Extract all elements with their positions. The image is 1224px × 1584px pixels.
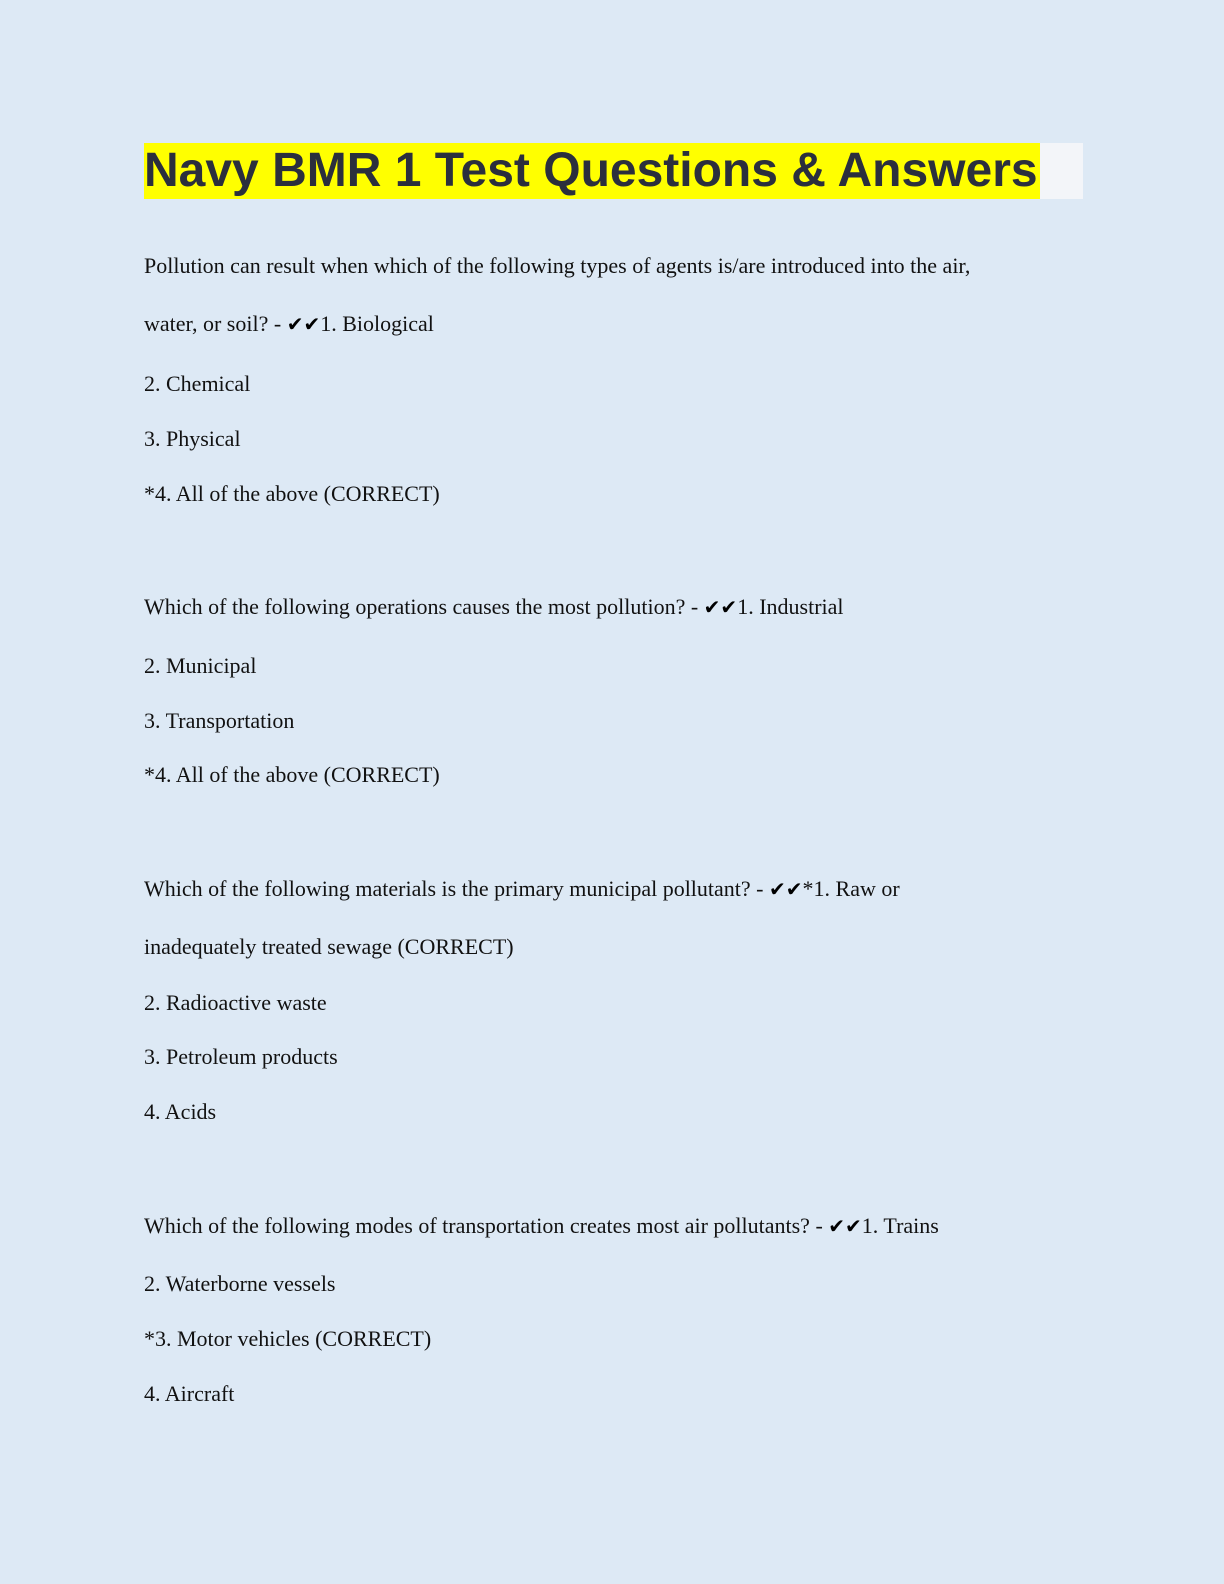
answer-option: 3. Petroleum products: [144, 1044, 338, 1069]
answer-option: 3. Transportation: [144, 708, 295, 733]
answer-option: 2. Waterborne vessels: [144, 1271, 336, 1296]
question-1-line2: [144, 311, 434, 337]
double-check-icon: ✔✔: [703, 595, 738, 619]
answer-option: 4. Aircraft: [144, 1381, 235, 1406]
question-text: Which of the following materials is the primary municipal pollutant? -: [144, 876, 770, 901]
answer-option: 1. Biological: [320, 311, 434, 336]
answer-option-correct: *1. Raw or: [802, 876, 900, 901]
question-3-text: [144, 876, 900, 902]
question-text: Which of the following operations causes the most pollution? -: [144, 594, 704, 619]
title-bar: [144, 143, 1083, 199]
question-1-text: [144, 253, 970, 279]
answer-option: 2. Radioactive waste: [144, 990, 327, 1015]
answer-option: 2. Municipal: [144, 653, 257, 678]
question-4-text: [144, 1213, 939, 1239]
question-text: Pollution can result when which of the following types of agents is/are introduced into the air,: [144, 253, 971, 278]
answer-option-correct: *3. Motor vehicles (CORRECT): [144, 1326, 432, 1351]
double-check-icon: ✔✔: [828, 1214, 862, 1238]
answer-option: 1. Industrial: [737, 594, 844, 619]
answer-option: 4. Acids: [144, 1099, 217, 1124]
question-text: Which of the following modes of transportation creates most air pollutants? -: [144, 1213, 829, 1238]
answer-option-correct-cont: inadequately treated sewage (CORRECT): [144, 934, 514, 959]
double-check-icon: ✔✔: [769, 877, 803, 901]
answer-option: 1. Trains: [861, 1213, 939, 1238]
question-2-text: [144, 594, 844, 620]
answer-option-correct: *4. All of the above (CORRECT): [144, 481, 440, 506]
double-check-icon: ✔✔: [286, 312, 321, 336]
answer-option: 3. Physical: [144, 426, 241, 451]
answer-option-correct: *4. All of the above (CORRECT): [144, 762, 440, 787]
page-title: Navy BMR 1 Test Questions & Answers: [144, 144, 1038, 197]
answer-option: 2. Chemical: [144, 371, 251, 396]
question-text: water, or soil? -: [144, 311, 287, 336]
